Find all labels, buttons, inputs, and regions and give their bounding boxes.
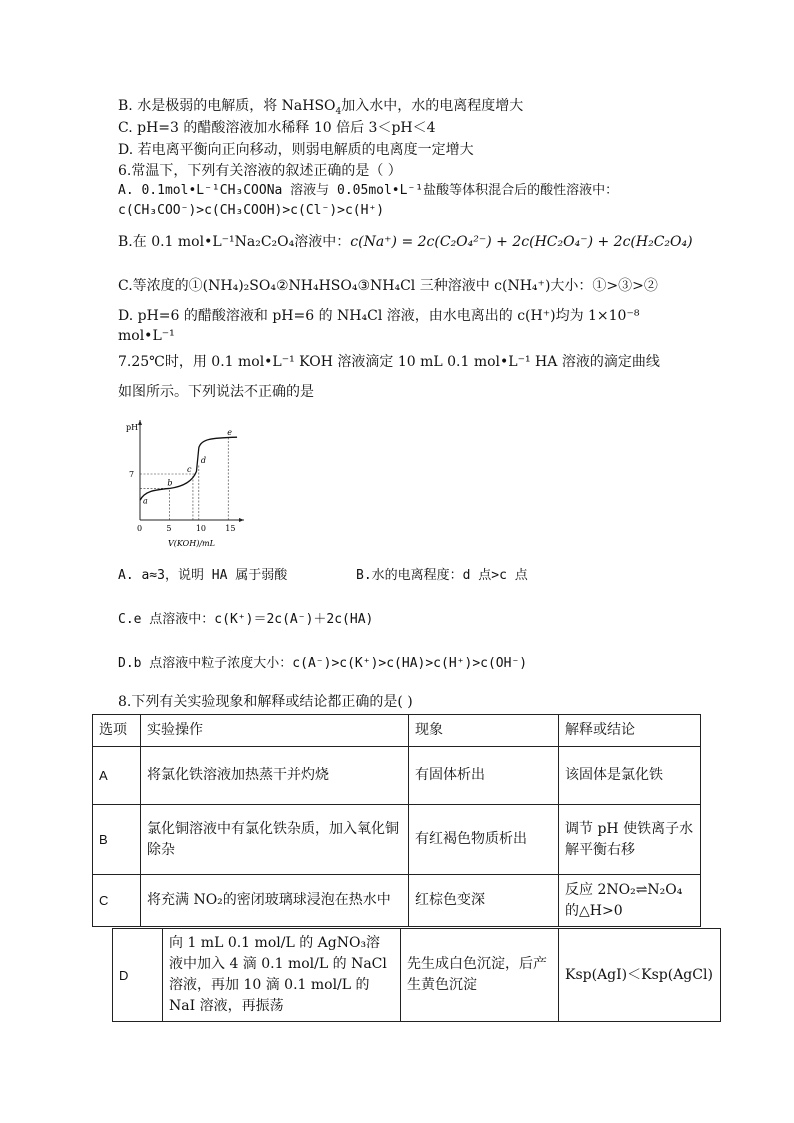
q7-option-b: B.水的电离程度：d 点>c 点 [356,568,528,583]
row-c-operation: 将充满 NO₂的密闭玻璃球浸泡在热水中 [141,875,409,927]
option-b-tail: 加入水中，水的电离程度增大 [341,98,524,114]
question-7-stem-line1: 7.25℃时，用 0.1 mol•L⁻¹ KOH 溶液滴定 10 mL 0.1 mol•L⁻¹ HA 溶液的滴定曲线 [118,354,660,370]
y-tick-label: 7 [129,470,135,479]
question-7-stem-line2: 如图所示。下列说法不正确的是 [118,384,314,400]
option-c-line: C. pH=3 的醋酸溶液加水稀释 10 倍后 3＜pH＜4 [118,120,436,136]
row-b-option: B [93,805,141,875]
option-b-text: B. 水是极弱的电解质，将 NaHSO [118,98,336,114]
question-8-stem: 8.下列有关实验现象和解释或结论都正确的是( ) [118,694,413,710]
header-phenomenon: 现象 [409,715,559,747]
row-c-conclusion: 反应 2NO₂⇌N₂O₄的△H>0 [559,875,701,927]
row-b-phenomenon: 有红褐色物质析出 [409,805,559,875]
experiment-table [92,714,701,927]
row-d-phenomenon: 先生成白色沉淀，后产生黄色沉淀 [401,929,559,1022]
q7-option-d: D.b 点溶液中粒子浓度大小：c(A⁻)>c(K⁺)>c(HA)>c(H⁺)>c(OH⁻) [118,656,528,671]
y-axis-label: pH [126,423,139,432]
header-option: 选项 [93,715,141,747]
row-a-phenomenon: 有固体析出 [409,747,559,805]
point-label-d: d [200,456,206,466]
header-conclusion: 解释或结论 [559,715,701,747]
row-b-operation: 氯化铜溶液中有氯化铁杂质，加入氧化铜除杂 [141,805,409,875]
table-header-row [93,715,701,747]
point-label-a: a [143,496,148,506]
row-d-operation: 向 1 mL 0.1 mol/L 的 AgNO₃溶液中加入 4 滴 0.1 mol/L 的 NaCl 溶液，再加 10 滴 0.1 mol/L 的 NaI 溶液，再振荡 [163,929,401,1022]
row-a-option: A [93,747,141,805]
q7-option-c: C.e 点溶液中：c(K⁺)＝2c(A⁻)＋2c(HA) [118,612,374,627]
titration-curve-chart [118,420,248,548]
row-c-option: C [93,875,141,927]
q6-option-b [118,232,693,252]
point-label-e: e [227,427,232,437]
header-operation: 实验操作 [141,715,409,747]
question-6-stem: 6.常温下，下列有关溶液的叙述正确的是（ ） [118,163,402,179]
table-row [113,929,721,1022]
option-d-line: D. 若电离平衡向正向移动，则弱电解质的电离度一定增大 [118,142,474,158]
experiment-table-row-d [112,928,721,1022]
row-b-conclusion: 调节 pH 使铁离子水解平衡右移 [559,805,701,875]
row-d-option: D [113,929,163,1022]
x-axis-arrow [239,518,244,522]
point-label-c: c [186,465,192,474]
q6-option-b-formula: c(Na⁺) = 2c(C₂O₄²⁻) + 2c(HC₂O₄⁻) + 2c(H₂C₂O₄) [350,234,693,250]
q7-option-a: A. a≈3，说明 HA 属于弱酸 [118,568,288,583]
x-tick-label: 15 [225,524,236,533]
option-b-line [118,96,523,116]
q6-option-c: C.等浓度的①(NH₄)₂SO₄②NH₄HSO₄③NH₄Cl 三种溶液中 c(NH₄⁺)大小：①>③>② [118,278,658,294]
table-row [93,747,701,805]
table-row [93,875,701,927]
q6-option-d-line1: D. pH=6 的醋酸溶液和 pH=6 的 NH₄Cl 溶液，由水电离出的 c(H⁺)均为 1×10⁻⁸ [118,308,640,324]
row-a-operation: 将氯化铁溶液加热蒸干并灼烧 [141,747,409,805]
x-tick-label: 5 [166,524,172,533]
table-row [93,805,701,875]
x-axis-label: V(KOH)/mL [168,539,215,548]
q6-option-a-line2: c(CH₃COO⁻)>c(CH₃COOH)>c(Cl⁻)>c(H⁺) [118,203,385,218]
row-c-phenomenon: 红棕色变深 [409,875,559,927]
option-b-sub: 4 [335,106,342,117]
q6-option-b-prefix: B.在 0.1 mol•L⁻¹Na₂C₂O₄溶液中： [118,234,351,250]
q6-option-a-line1: A. 0.1mol•L⁻¹CH₃COONa 溶液与 0.05mol•L⁻¹盐酸等体积混合后的酸性溶液中： [118,183,619,198]
q6-option-d-line2: mol•L⁻¹ [118,328,175,344]
row-d-conclusion: Ksp(AgI)＜Ksp(AgCl) [559,929,721,1022]
row-a-conclusion: 该固体是氯化铁 [559,747,701,805]
y-axis-arrow [138,420,142,425]
x-tick-label: 10 [195,524,207,533]
x-tick-label: 0 [137,524,143,533]
point-label-b: b [167,478,173,488]
